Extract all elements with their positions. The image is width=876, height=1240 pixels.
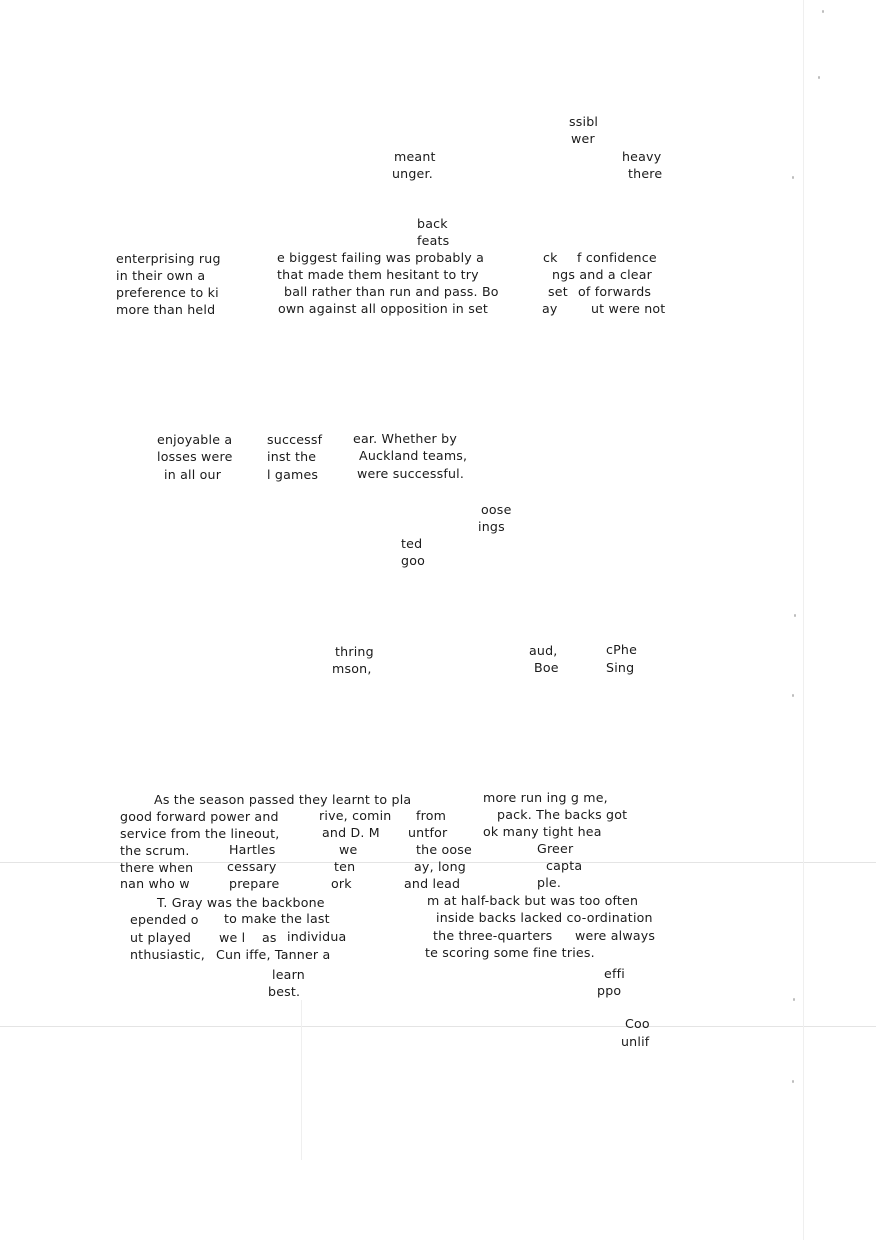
text-fragment: unlif	[621, 1034, 650, 1049]
text-fragment: aud,	[529, 643, 558, 658]
text-fragment: there	[628, 166, 663, 181]
text-fragment: in all our	[164, 467, 222, 482]
text-fragment: capta	[546, 858, 583, 873]
scan-speck	[793, 998, 795, 1001]
text-fragment: heavy	[622, 149, 662, 164]
text-fragment: there when	[120, 860, 194, 875]
scan-speck	[818, 76, 820, 79]
text-fragment: m at half-back but was too often	[427, 893, 639, 908]
text-fragment: ppo	[597, 983, 622, 998]
text-fragment: meant	[394, 149, 436, 164]
text-fragment: pack. The backs got	[497, 807, 628, 822]
text-fragment: Cun iffe, Tanner a	[216, 947, 331, 962]
text-fragment: wer	[571, 131, 595, 146]
text-fragment: e biggest failing was probably a	[277, 250, 485, 265]
text-fragment: T. Gray was the backbone	[157, 895, 325, 910]
text-fragment: ear. Whether by	[353, 431, 457, 446]
scan-fold-line	[301, 1000, 302, 1160]
scan-line	[0, 1026, 876, 1027]
text-fragment: Sing	[606, 660, 635, 675]
text-fragment: rive, comin	[319, 808, 392, 823]
text-fragment: ok many tight hea	[483, 824, 602, 839]
scan-speck	[794, 614, 796, 617]
text-fragment: the oose	[416, 842, 472, 857]
text-fragment: of forwards	[578, 284, 652, 299]
scan-fold-line	[803, 0, 804, 1240]
text-fragment: Coo	[625, 1016, 650, 1031]
text-fragment: and D. M	[322, 825, 380, 840]
text-fragment: mson,	[332, 661, 372, 676]
text-fragment: more than held	[116, 302, 216, 317]
text-fragment: service from the lineout,	[120, 826, 280, 841]
text-fragment: and lead	[404, 876, 461, 891]
text-fragment: individua	[287, 929, 347, 944]
text-fragment: from	[416, 808, 447, 823]
text-fragment: ings	[478, 519, 505, 534]
text-fragment: learn	[272, 967, 305, 982]
text-fragment: to make the last	[224, 911, 330, 926]
text-fragment: own against all opposition in set	[278, 301, 489, 316]
text-fragment: f confidence	[577, 250, 657, 265]
text-fragment: unger.	[392, 166, 433, 181]
text-fragment: ngs and a clear	[552, 267, 653, 282]
text-fragment: enjoyable a	[157, 432, 233, 447]
scan-speck	[792, 176, 794, 179]
text-fragment: ay, long	[414, 859, 466, 874]
text-fragment: As the season passed they learnt to pla	[154, 792, 412, 807]
text-fragment: good forward power and	[120, 809, 279, 824]
text-fragment: ted	[401, 536, 423, 551]
text-fragment: feats	[417, 233, 450, 248]
text-fragment: oose	[481, 502, 512, 517]
text-fragment: were always	[575, 928, 656, 943]
text-fragment: ay	[542, 301, 558, 316]
text-fragment: nan who w	[120, 876, 190, 891]
text-fragment: Boe	[534, 660, 559, 675]
text-fragment: successf	[267, 432, 323, 447]
text-fragment: losses were	[157, 449, 233, 464]
text-fragment: we l	[219, 930, 246, 945]
text-fragment: untfor	[408, 825, 448, 840]
text-fragment: cPhe	[606, 642, 638, 657]
text-fragment: that made them hesitant to try	[277, 267, 479, 282]
text-fragment: back	[417, 216, 448, 231]
text-fragment: ssibl	[569, 114, 599, 129]
text-fragment: preference to ki	[116, 285, 219, 300]
text-fragment: l games	[267, 467, 319, 482]
text-fragment: thring	[335, 644, 374, 659]
text-fragment: set	[548, 284, 568, 299]
text-fragment: ork	[331, 876, 352, 891]
text-fragment: effi	[604, 966, 625, 981]
text-fragment: ck	[543, 250, 558, 265]
scan-speck	[792, 694, 794, 697]
text-fragment: Auckland teams,	[359, 448, 468, 463]
text-fragment: Hartles	[229, 842, 276, 857]
scan-speck	[822, 10, 824, 13]
text-fragment: as	[262, 930, 277, 945]
text-fragment: nthusiastic,	[130, 947, 205, 962]
text-fragment: ple.	[537, 875, 562, 890]
text-fragment: best.	[268, 984, 301, 999]
text-fragment: Greer	[537, 841, 574, 856]
text-fragment: ut were not	[591, 301, 666, 316]
text-fragment: prepare	[229, 876, 280, 891]
text-fragment: cessary	[227, 859, 277, 874]
text-fragment: in their own a	[116, 268, 206, 283]
text-fragment: inst the	[267, 449, 317, 464]
text-fragment: inside backs lacked co-ordination	[436, 910, 653, 925]
text-fragment: ball rather than run and pass. Bo	[284, 284, 499, 299]
text-fragment: ten	[334, 859, 356, 874]
text-fragment: epended o	[130, 912, 199, 927]
text-fragment: enterprising rug	[116, 251, 221, 266]
text-fragment: the scrum.	[120, 843, 190, 858]
scan-speck	[792, 1080, 794, 1083]
text-fragment: the three-quarters	[433, 928, 553, 943]
text-fragment: te scoring some fine tries.	[425, 945, 595, 960]
text-fragment: were successful.	[357, 466, 465, 481]
text-fragment: we	[339, 842, 358, 857]
text-fragment: more run ing g me,	[483, 790, 608, 805]
text-fragment: goo	[401, 553, 426, 568]
text-fragment: ut played	[130, 930, 192, 945]
